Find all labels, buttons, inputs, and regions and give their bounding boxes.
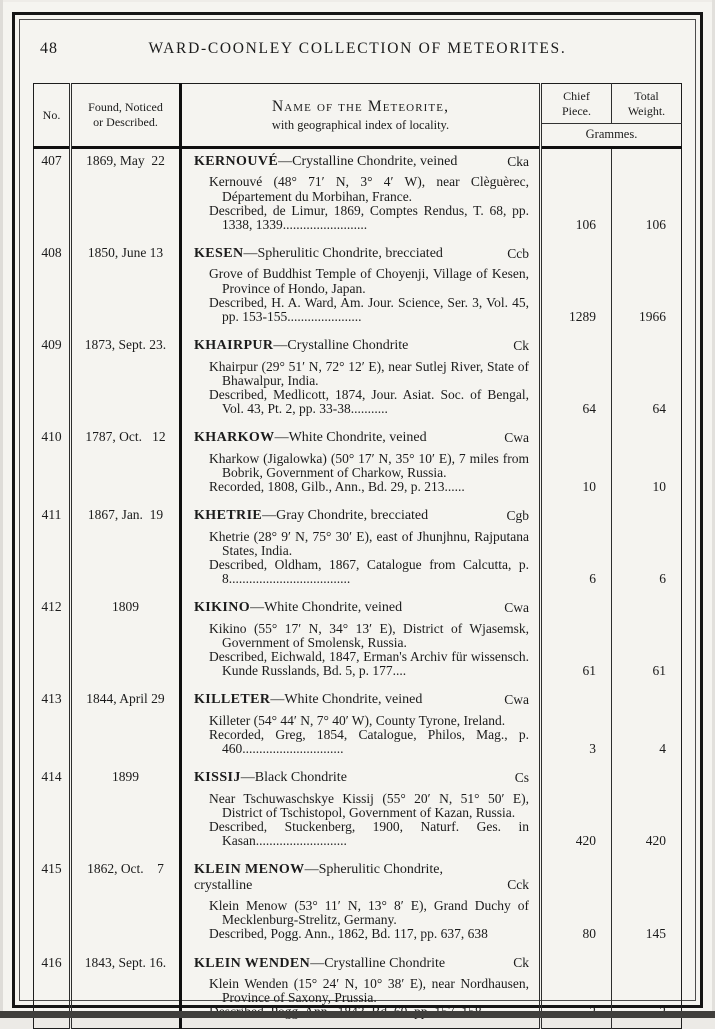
chief-piece-value: 106 [541,148,612,242]
meteorite-name-line [194,956,529,971]
table-row [34,333,682,425]
locality-text: Klein Wenden (15° 24′ N, 10° 38′ E), near Nordhausen, Province of Saxony, Prussia. [209,975,529,1006]
row-number: 415 [41,861,62,877]
row-date: 1899 [71,765,181,857]
table-header [34,84,682,148]
reference-text: Described, H. A. Ward, Am. Jour. Science, Ser. 3, Vol. 45, pp. 153-155...................... [209,294,529,324]
row-description-cell [181,687,541,765]
meteorite-class-code: Ck [513,337,529,353]
reference-text: Described, de Limur, 1869, Comptes Rendus, T. 68, pp. 1338, 1339......................... [209,202,529,232]
locality-text: Klein Menow (53° 11′ N, 13° 8′ E), Grand Duchy of Mecklenburg-Strelitz, Germany. [209,898,529,928]
row-description-cell [181,595,541,687]
meteorite-name: KHARKOW [194,430,275,446]
row-date: 1873, Sept. 23. [71,333,181,425]
chief-piece-value: 1289 [541,241,612,333]
col-header-chief-piece [541,84,612,124]
meteorite-type: —Spherulitic Chondrite, crystalline [194,862,444,893]
meteorite-class-code: Ccb [507,245,529,261]
row-date: 1862, Oct. 7 [71,857,181,950]
locality-text: Grove of Buddhist Temple of Choyenji, Village of Kesen, Province of Hondo, Japan. [209,266,529,296]
reference-text: Described, Pogg. Ann., 1862, Bd. 117, pp. 637, 638 [209,926,488,942]
row-number: 407 [41,153,62,168]
page-border-frame [12,12,703,1008]
row-description-cell [181,148,541,242]
table-row [34,595,682,687]
row-date: 1844, April 29 [71,687,181,765]
meteorite-name-line [194,338,529,353]
meteorite-name: KESEN [194,246,244,262]
col-header-total-weight [612,84,682,124]
meteorite-name: KILLETER [194,692,271,708]
meteorite-type: —Black Chondrite [240,770,347,786]
row-description-cell [181,333,541,425]
scan-edge [0,1011,715,1018]
meteorite-name-line [194,862,529,893]
meteorite-type: —Crystalline Chondrite [310,955,446,971]
total-weight-value: 145 [612,857,682,950]
col-header-found-line2: or Described. [93,115,158,129]
meteorite-type: —White Chondrite, veined [250,600,403,616]
meteorite-name: KLEIN MENOW [194,862,305,878]
table-row [34,241,682,333]
meteorite-class-code: Cgb [506,507,529,523]
meteorite-class-code: Cka [507,153,529,169]
total-weight-value: 61 [612,595,682,687]
col-header-found-line1: Found, Noticed [88,100,163,114]
page-title: WARD-COONLEY COLLECTION OF METEORITES. [148,40,567,57]
meteorite-type: —Crystalline Chondrite, veined [278,154,458,169]
row-description-cell [181,765,541,857]
row-date: 1850, June 13 [71,241,181,333]
meteorite-name: KISSIJ [194,770,241,786]
reference-text: Described, Stuckenberg, 1900, Naturf. Ges. in Kasan........................... [209,818,529,849]
row-date: 1867, Jan. 19 [71,503,181,595]
meteorite-name-line [194,430,529,445]
meteorite-type: —Crystalline Chondrite [273,338,409,354]
total-weight-value: 420 [612,765,682,857]
masthead [32,38,683,70]
col-header-no: No. [34,84,71,148]
reference-text: Described, Eichwald, 1847, Erman's Archiv für wissensch. Kunde Russlands, Bd. 5, p. 177.... [209,648,529,679]
locality-text: Kharkow (Jigalowka) (50° 17′ N, 35° 10′ E), 7 miles from Bobrik, Government of Charkow, Russia. [209,450,529,480]
row-number: 411 [41,507,62,523]
row-number: 412 [41,599,62,615]
reference-text: Described, Medlicott, 1874, Jour. Asiat. Soc. of Bengal, Vol. 43, Pt. 2, pp. 33-38........... [209,386,529,417]
meteorite-name: KHAIRPUR [194,338,274,354]
total-weight-value: 1966 [612,241,682,333]
locality-text: Khairpur (29° 51′ N, 72° 12′ E), near Sutlej River, State of Bhawalpur, India. [209,358,529,388]
row-date: 1869, May 22 [71,148,181,242]
meteorite-name: KERNOUVÉ [194,154,279,169]
row-number: 410 [41,429,62,445]
page-inner-frame [19,19,696,1006]
total-weight-value: 106 [612,148,682,242]
col-header-chief-line1: Chief [563,89,590,103]
chief-piece-value: 10 [541,425,612,503]
total-weight-value: 4 [612,687,682,765]
col-header-total-line1: Total [634,89,659,103]
col-header-name-line1: Name of the Meteorite, [271,97,450,115]
meteorite-class-code: Cs [514,769,529,785]
meteorite-name-line [194,154,529,169]
meteorite-class-code: Cwa [504,691,529,707]
reference-text: Described, Oldham, 1867, Catalogue from Calcutta, p. 8.................................... [209,556,529,587]
reference-text: Recorded, 1808, Gilb., Ann., Bd. 29, p. 213...... [209,478,465,494]
meteorite-type: —White Chondrite, veined [270,692,423,708]
row-number: 413 [41,691,62,707]
chief-piece-value: 420 [541,765,612,857]
locality-text: Kikino (55° 17′ N, 34° 13′ E), District of Wjasemsk, Government of Smolensk, Russia. [209,620,529,650]
chief-piece-value: 3 [541,687,612,765]
row-date: 1843, Sept. 16. [71,951,181,1029]
table-row [34,503,682,595]
locality-text: Kernouvé (48° 71′ N, 3° 4′ W), near Clèguèrec, Département du Morbihan, France. [209,174,529,204]
locality-text: Killeter (54° 44′ N, 7° 40′ W), County Tyrone, Ireland. [209,712,506,728]
table-row [34,148,682,242]
meteorite-table [33,83,682,1029]
page-number: 48 [40,40,58,57]
reference-text: Recorded, Greg, 1854, Catalogue, Philos, Mag., p. 460.............................. [209,726,529,757]
row-number: 408 [41,245,62,261]
total-weight-value: 6 [612,503,682,595]
col-header-name-line2: with geographical index of locality. [271,117,450,132]
col-header-chief-line2: Piece. [562,104,591,118]
row-description-cell [181,503,541,595]
meteorite-type: —Gray Chondrite, brecciated [262,508,429,524]
row-description-cell [181,241,541,333]
table-row [34,765,682,857]
meteorite-type: —Spherulitic Chondrite, brecciated [243,246,443,262]
row-date: 1787, Oct. 12 [71,425,181,503]
total-weight-value: 64 [612,333,682,425]
meteorite-class-code: Cwa [504,599,529,615]
chief-piece-value: 80 [541,857,612,950]
chief-piece-value: 64 [541,333,612,425]
meteorite-name-line [194,770,529,785]
meteorite-name-line [194,508,529,523]
row-number: 409 [41,337,62,353]
table-row [34,687,682,765]
row-date: 1809 [71,595,181,687]
col-header-grammes: Grammes. [541,124,682,148]
meteorite-name-line [194,600,529,615]
table-row [34,425,682,503]
meteorite-name-line [194,692,529,707]
row-number: 414 [41,769,62,785]
table-row [34,857,682,950]
meteorite-name: KHETRIE [194,508,263,524]
meteorite-class-code: Cwa [504,429,529,445]
col-header-total-line2: Weight. [627,104,666,118]
col-header-name [181,84,541,148]
meteorite-name: KIKINO [194,600,251,616]
meteorite-name-line [194,246,529,261]
meteorite-type: —White Chondrite, veined [274,430,427,446]
locality-text: Khetrie (28° 9′ N, 75° 30′ E), east of Jhunjhnu, Rajputana States, India. [209,528,529,558]
row-number: 416 [41,954,62,970]
meteorite-name: KLEIN WENDEN [194,955,311,971]
row-description-cell [181,425,541,503]
total-weight-value: 10 [612,425,682,503]
row-description-cell [181,857,541,950]
table-body [34,148,682,1029]
chief-piece-value: 6 [541,503,612,595]
locality-text: Near Tschuwaschskye Kissij (55° 20′ N, 51° 50′ E), District of Tschistopol, Government of Kazan, Russia. [209,790,529,820]
col-header-found [71,84,181,148]
meteorite-class-code: Cck [507,877,529,893]
meteorite-class-code: Ck [513,955,529,971]
chief-piece-value: 61 [541,595,612,687]
